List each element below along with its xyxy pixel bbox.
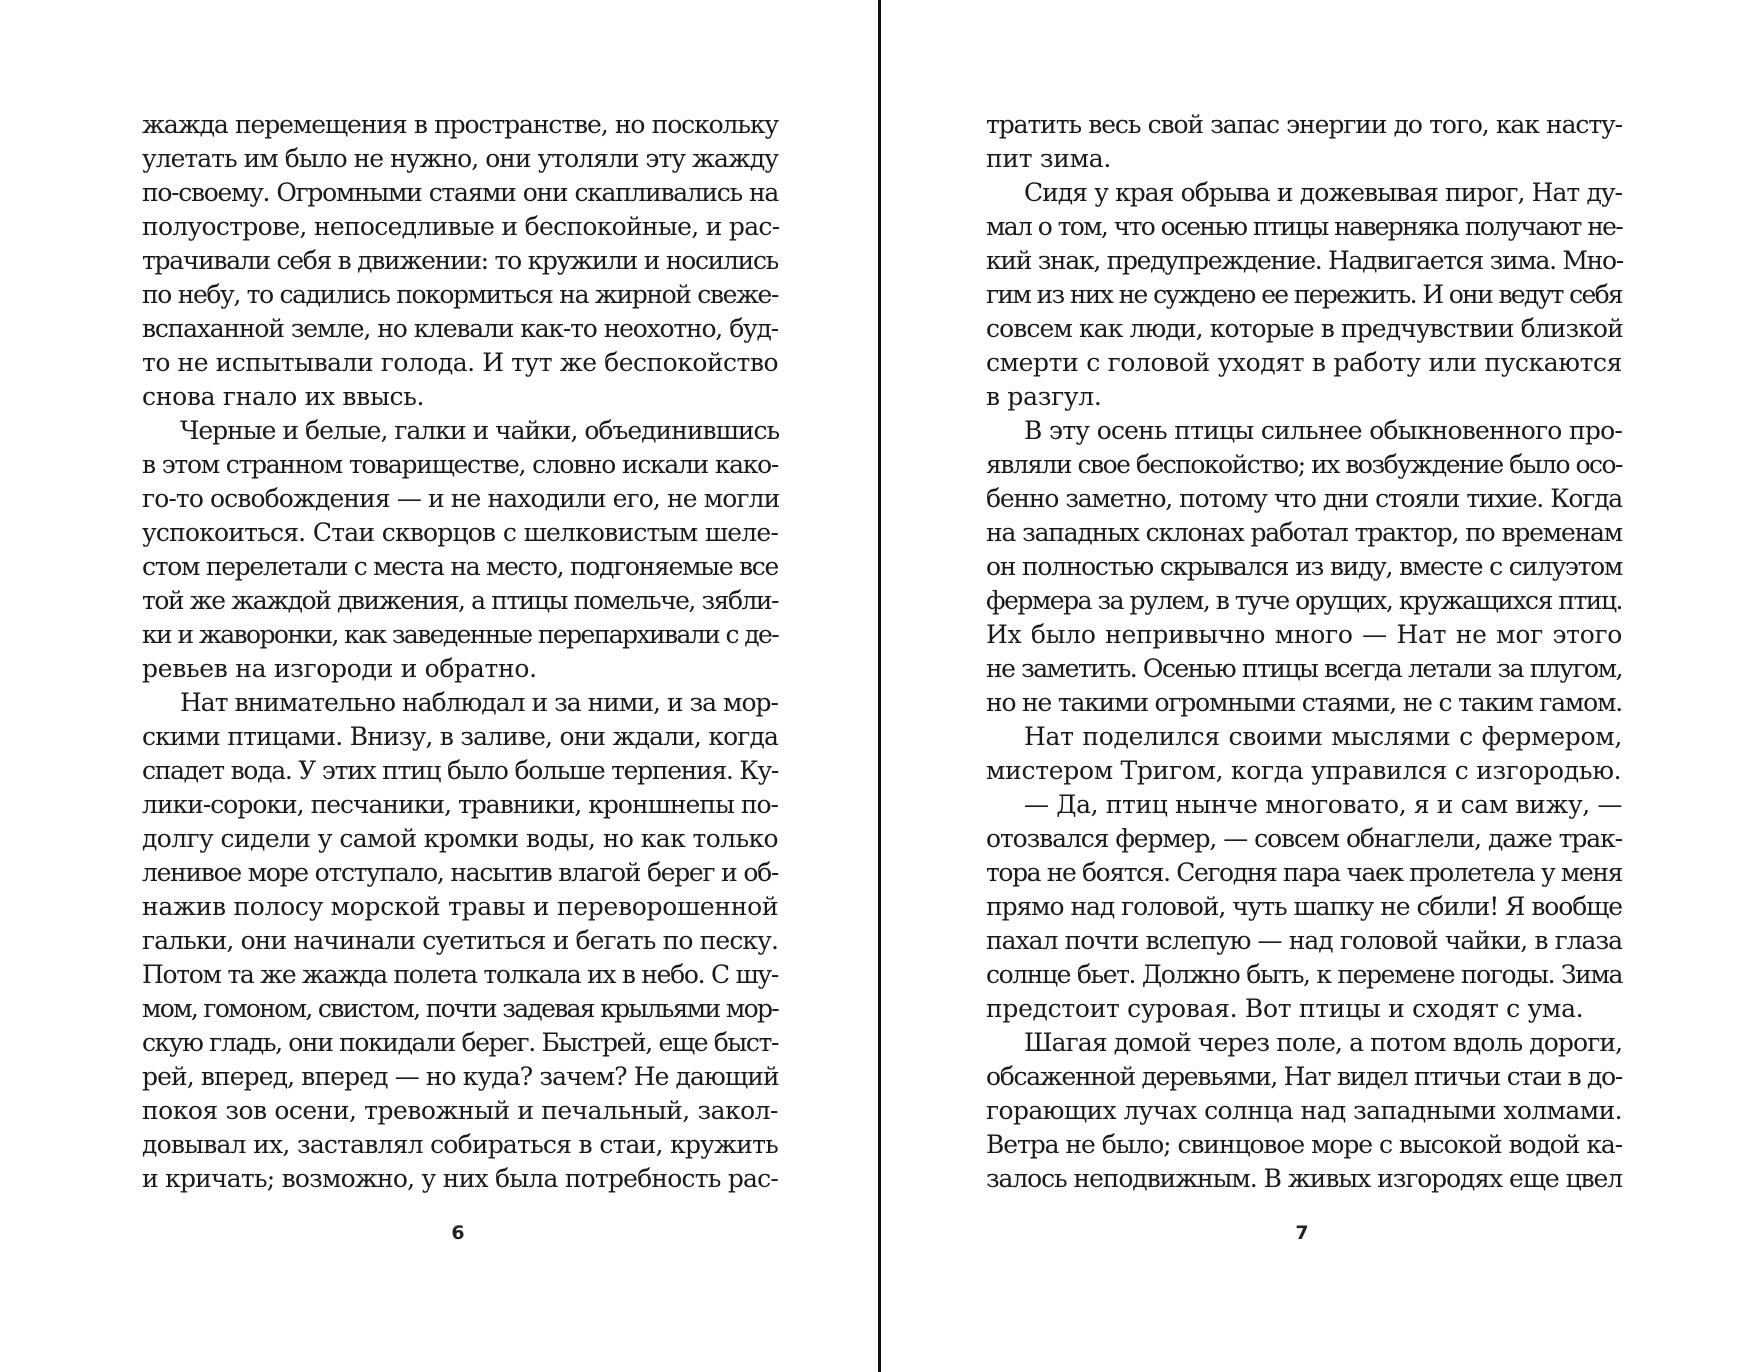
text-line: солнце бьет. Должно быть, к перемене погоды. Зима [986, 960, 1622, 989]
text-line: но не такими огромными стаями, не с таким гамом. [986, 688, 1622, 717]
text-line: скими птицами. Внизу, в заливе, они ждали, когда [142, 722, 778, 751]
text-line: на западных склонах работал трактор, по временам [986, 518, 1622, 547]
left-page-text [142, 108, 778, 1196]
text-line: го-то освобождения — и не находили его, не могли [142, 484, 780, 513]
text-line: тора не боятся. Сегодня пара чаек пролетела у меня [986, 858, 1622, 887]
text-line: Потом та же жажда полета толкала их в небо. С шу- [142, 960, 778, 989]
text-line: бенно заметно, потому что дни стояли тихие. Когда [986, 484, 1622, 513]
text-line: В эту осень птицы сильнее обыкновенного про- [1024, 416, 1622, 445]
text-line: горающих лучах солнца над западными холмами. [986, 1096, 1622, 1125]
text-line: по-своему. Огромными стаями они скапливались на [142, 178, 778, 207]
text-line: по небу, то садились покормиться на жирной свеже- [142, 280, 778, 309]
text-line: Ветра не было; свинцовое море с высокой водой ка- [986, 1130, 1622, 1159]
text-line: скую гладь, они покидали берег. Быстрей, еще быст- [142, 1028, 778, 1057]
text-line: — Да, птиц нынче многовато, я и сам вижу, — [1024, 790, 1622, 819]
text-line: улетать им было не нужно, они утоляли эту жажду [142, 144, 778, 173]
text-line: нажив полосу морской травы и переворошенной [142, 892, 779, 921]
text-line: долгу сидели у самой кромки воды, но как только [142, 824, 778, 853]
text-line: той же жаждой движения, а птицы помельче, зябли- [142, 586, 778, 615]
text-line: не заметить. Осенью птицы всегда летали за плугом, [986, 654, 1622, 683]
text-line: являли свое беспокойство; их возбуждение было осо- [986, 450, 1622, 479]
text-line: смерти с головой уходят в работу или пускаются [986, 348, 1622, 377]
text-line: жажда перемещения в пространстве, но поскольку [142, 110, 778, 139]
text-line: пит зима. [986, 144, 1111, 173]
text-line: ки и жаворонки, как заведенные перепархивали с де- [142, 620, 779, 649]
text-line: Шагая домой через поле, а потом вдоль дороги, [1024, 1028, 1623, 1057]
text-line: предстоит суровая. Вот птицы и сходят с ума. [986, 994, 1584, 1023]
text-line: мистером Тригом, когда управился с изгородью. [986, 756, 1622, 785]
text-line: гим из них не суждено ее пережить. И они ведут себя [986, 280, 1622, 309]
text-line: Нат поделился своими мыслями с фермером, [1024, 722, 1622, 751]
right-page [879, 0, 1758, 1372]
text-line: залось неподвижным. В живых изгородях еще цвел [986, 1164, 1622, 1193]
text-line: он полностью скрывался из виду, вместе с силуэтом [986, 552, 1622, 581]
text-line: и кричать; возможно, у них была потребность рас- [142, 1164, 778, 1193]
text-line: покоя зов осени, тревожный и печальный, закол- [142, 1096, 778, 1125]
text-line: успокоиться. Стаи скворцов с шелковистым шеле- [142, 518, 778, 547]
text-line: Черные и белые, галки и чайки, объединившись [180, 416, 780, 445]
text-line: Нат внимательно наблюдал и за ними, и за мор- [180, 688, 778, 717]
text-line: ревьев на изгороди и обратно. [142, 654, 537, 683]
text-line: мом, гомоном, свистом, почти задевая крыльями мор- [142, 994, 778, 1023]
text-line: фермера за рулем, в туче орущих, кружащихся птиц. [986, 586, 1622, 615]
text-line: обсаженной деревьями, Нат видел птичьи стаи в до- [986, 1062, 1622, 1091]
page-number: 7 [1295, 1222, 1309, 1244]
text-line: мал о том, что осенью птицы наверняка получают не- [986, 212, 1622, 241]
text-line: ленивое море отступало, насытив влагой берег и об- [142, 858, 778, 887]
text-line: трачивали себя в движении: то кружили и носились [142, 246, 778, 275]
text-line: кий знак, предупреждение. Надвигается зима. Мно- [986, 246, 1623, 275]
text-line: стом перелетали с места на место, подгоняемые все [142, 552, 778, 581]
text-line: вспаханной земле, но клевали как-то неохотно, буд- [142, 314, 778, 343]
text-line: то не испытывали голода. И тут же беспокойство [142, 348, 778, 377]
text-line: прямо над головой, чуть шапку не сбили! Я вообще [986, 892, 1622, 921]
text-line: в этом странном товариществе, словно искали како- [142, 450, 778, 479]
text-line: снова гнало их ввысь. [142, 382, 425, 411]
text-line: пахал почти вслепую — над головой чайки, в глаза [986, 926, 1622, 955]
text-line: полуострове, непоседливые и беспокойные, и рас- [142, 212, 780, 241]
text-line: совсем как люди, которые в предчувствии близкой [986, 314, 1623, 343]
page-number: 6 [451, 1222, 465, 1244]
text-line: лики-сороки, песчаники, травники, кроншнепы по- [142, 790, 778, 819]
text-line: в разгул. [986, 382, 1102, 411]
text-line: рей, вперед, вперед — но куда? зачем? Не дающий [142, 1062, 779, 1091]
text-line: отозвался фермер, — совсем обнаглели, даже трак- [986, 824, 1622, 853]
text-line: довывал их, заставлял собираться в стаи, кружить [142, 1130, 778, 1159]
text-line: тратить весь свой запас энергии до того, как насту- [986, 110, 1622, 139]
text-line: Сидя у края обрыва и дожевывая пирог, Нат ду- [1024, 178, 1622, 207]
text-line: Их было непривычно много — Нат не мог этого [986, 620, 1622, 649]
right-page-text [986, 108, 1622, 1196]
text-line: спадет вода. У этих птиц было больше терпения. Ку- [142, 756, 778, 785]
text-line: гальки, они начинали суетиться и бегать по песку. [142, 926, 778, 955]
